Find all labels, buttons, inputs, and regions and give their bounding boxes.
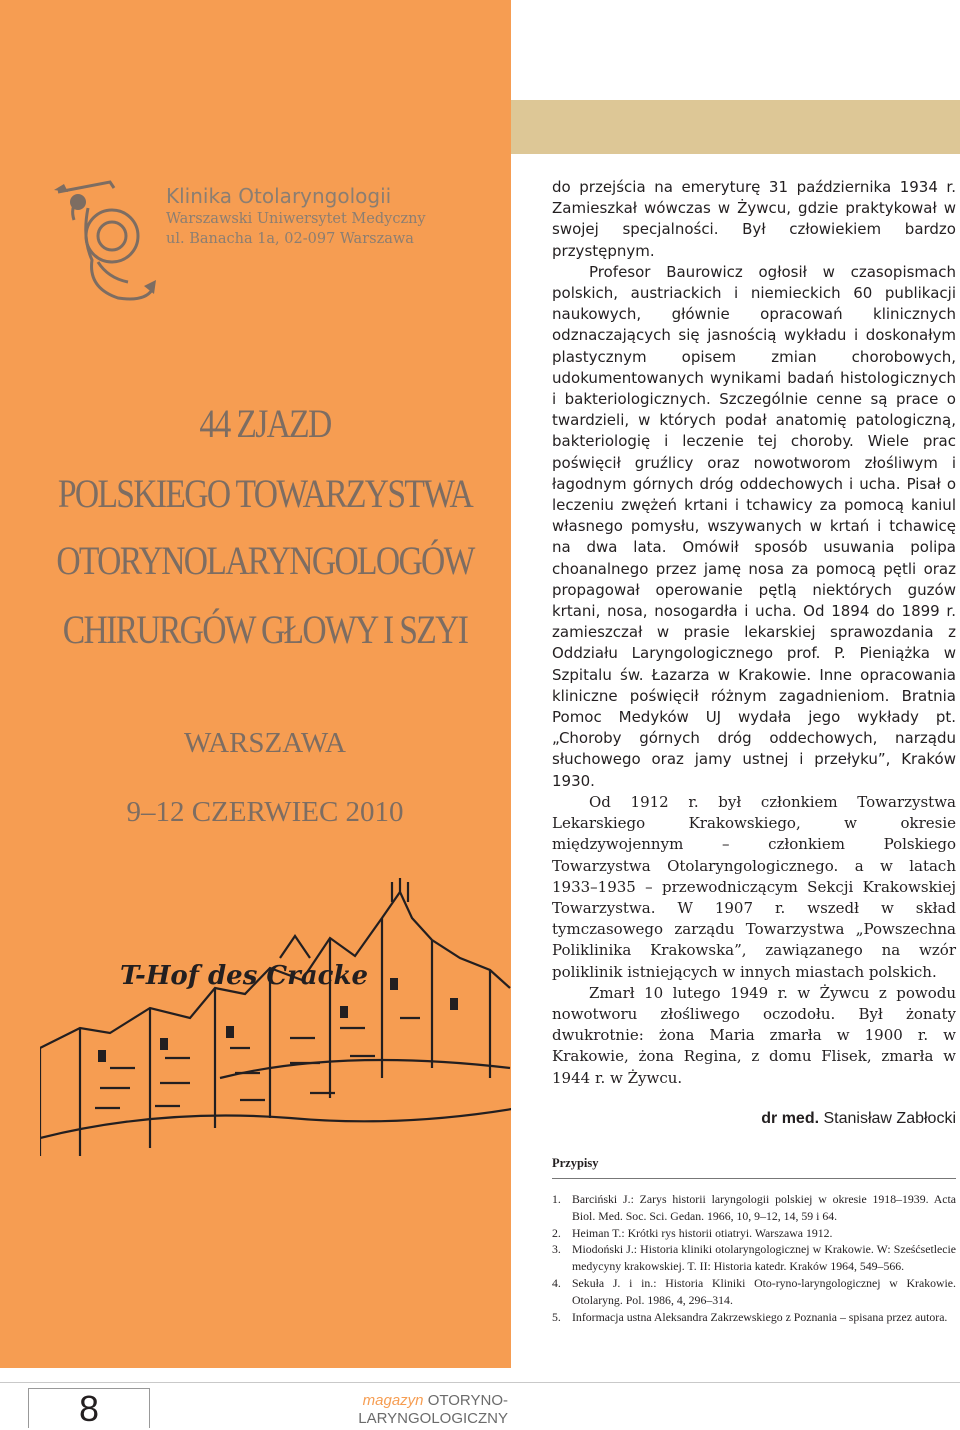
clinic-address-block <box>166 183 496 249</box>
article-intro: do przejścia na emeryturę 31 października 1934 r. Zamieszkał wówczas w Żywcu, gdzie praktykował w swojej specjalności. Był człowiekiem bardzo przystępnym. <box>552 178 956 260</box>
magazine-name-line2: LARYNGOLOGICZNY <box>358 1410 508 1427</box>
congress-title-line2: POLSKIEGO TOWARZYSTWA <box>57 471 473 516</box>
clinic-street: ul. Banacha 1a, 02-097 Warszawa <box>166 231 414 247</box>
warsaw-mermaid-logo <box>48 178 160 306</box>
magazine-word: magazyn <box>362 1392 424 1409</box>
references-list <box>552 1191 956 1325</box>
reference-item: 5. Informacja ustna Aleksandra Zakrzewskiego z Poznania – spisana przez autora. <box>552 1309 948 1324</box>
author-name: Stanisław Zabłocki <box>823 1110 956 1127</box>
reference-item: 1. Barciński J.: Zarys historii laryngologii polskiej w okresie 1918–1939. Acta Biol. Med. Soc. Sci. Gedan. 1966, 10, 9–12, 14, 59 i 64. <box>552 1192 956 1223</box>
university-name: Warszawski Uniwersytet Medyczny <box>166 211 426 227</box>
congress-title-line3: OTORYNOLARYNGOLOGÓW <box>56 538 474 583</box>
magazine-masthead <box>348 1392 508 1428</box>
article-paragraph-3: Zmarł 10 lutego 1949 r. w Żywcu z powodu nowotworu złośliwego oczodołu. Był żonaty dwukrotnie: żona Maria zmarła w 1900 r. w Krakowie, żona Regina, z domu Flisek, zmarła w 1944 r. w Żywcu. <box>552 983 956 1087</box>
reference-item: 2. Heiman T.: Krótki rys historii otiatryi. Warszawa 1912. <box>552 1225 833 1240</box>
reference-item: 3. Miodoński J.: Historia kliniki otolaryngologicznej w Krakowie. W: Sześćsetlecie medycyny krakowskiej. T. II: Historia katedr. Kraków 1964, 549–566. <box>552 1242 956 1274</box>
article-body <box>552 177 956 1089</box>
congress-title-line1: 44 ZJAZD <box>199 401 331 446</box>
footer-divider <box>0 1382 960 1383</box>
article-paragraph-2: Od 1912 r. był członkiem Towarzystwa Lekarskiego Krakowskiego, w okresie międzywojennym – członkiem Polskiego Towarzystwa Otolaryngologicznego. a w latach 1933–1935 – przewodniczącym Sekcji Krakowskiej Towarzystwa. W 1907 r. wszedł w skład tymczasowego zarządu Towarzystwa „Powszechna Poliklinika Krakowska”, zawiązanego na wzór poliklinik istniejących w innych miastach polskich. <box>552 792 956 981</box>
congress-title-line4: CHIRURGÓW GŁOWY I SZYI <box>62 607 468 652</box>
article-author <box>552 1110 956 1128</box>
clinic-name: Klinika Otolaryngologii <box>166 184 392 208</box>
magazine-name-line1: OTORYNO- <box>427 1392 508 1409</box>
congress-city: WARSZAWA <box>183 727 346 759</box>
author-title: dr med. <box>761 1110 820 1127</box>
page-number: 8 <box>28 1388 150 1428</box>
header-beige-band <box>511 100 960 154</box>
congress-dates: 9–12 CZERWIEC 2010 <box>126 796 404 828</box>
reference-item: 4. Sekuła J. i in.: Historia Kliniki Oto-ryno-laryngologicznej w Krakowie. Otolaryng. Pol. 1986, 4, 296–314. <box>552 1275 956 1307</box>
references-heading: Przypisy <box>552 1156 599 1170</box>
krakow-town-sketch <box>40 878 511 1158</box>
town-sketch-caption: T-Hof des Cracke <box>120 961 369 991</box>
article-paragraph-1: Profesor Baurowicz ogłosił w czasopismach polskich, austriackich i niemieckich 60 publikacji naukowych, głównie opracowań klinicznych odznaczających się jasnością wykładu i doskonałym plastycznym opisem zmian chorobowych, udokumentowanych wynikami badań histologicznych i bakteriologicznych. Szczególnie cenne są prace o twardzieli, w których podał anatomię patologiczną, bakteriologię i leczenie tej choroby. Wiele prac poświęcił gruźlicy oraz nowotworom złośliwym i łagodnym górnych dróg oddechowych i ucha. Pisał o leczeniu zwężeń krtani i tchawicy za pomocą kaniul własnego pomysłu, wszywanych w krtań i tchawicę na dwa lata. Omówił sposób usuwania polipa choanalnego przez jamę nosa za pomocą pętli oraz propagował operowanie pętlą niektórych guzów krtani, nosa, nosogardła i ucha. Od 1894 do 1899 r. zamieszczał w prasie lekarskiej sprawozdania z Oddziału Laryngologicznego prof. P. Pieniążka w Szpitalu św. Łazarza w Krakowie. Inne opracowania kliniczne poświęcił różnym zagadnieniom. Bratnia Pomoc Medyków UJ wydała jego wykłady pt. „Choroby górnych dróg oddechowych, narządu słuchowego oraz jamy ustnej i przełyku”, Kraków 1930. <box>552 262 956 790</box>
references-divider <box>552 1178 956 1179</box>
